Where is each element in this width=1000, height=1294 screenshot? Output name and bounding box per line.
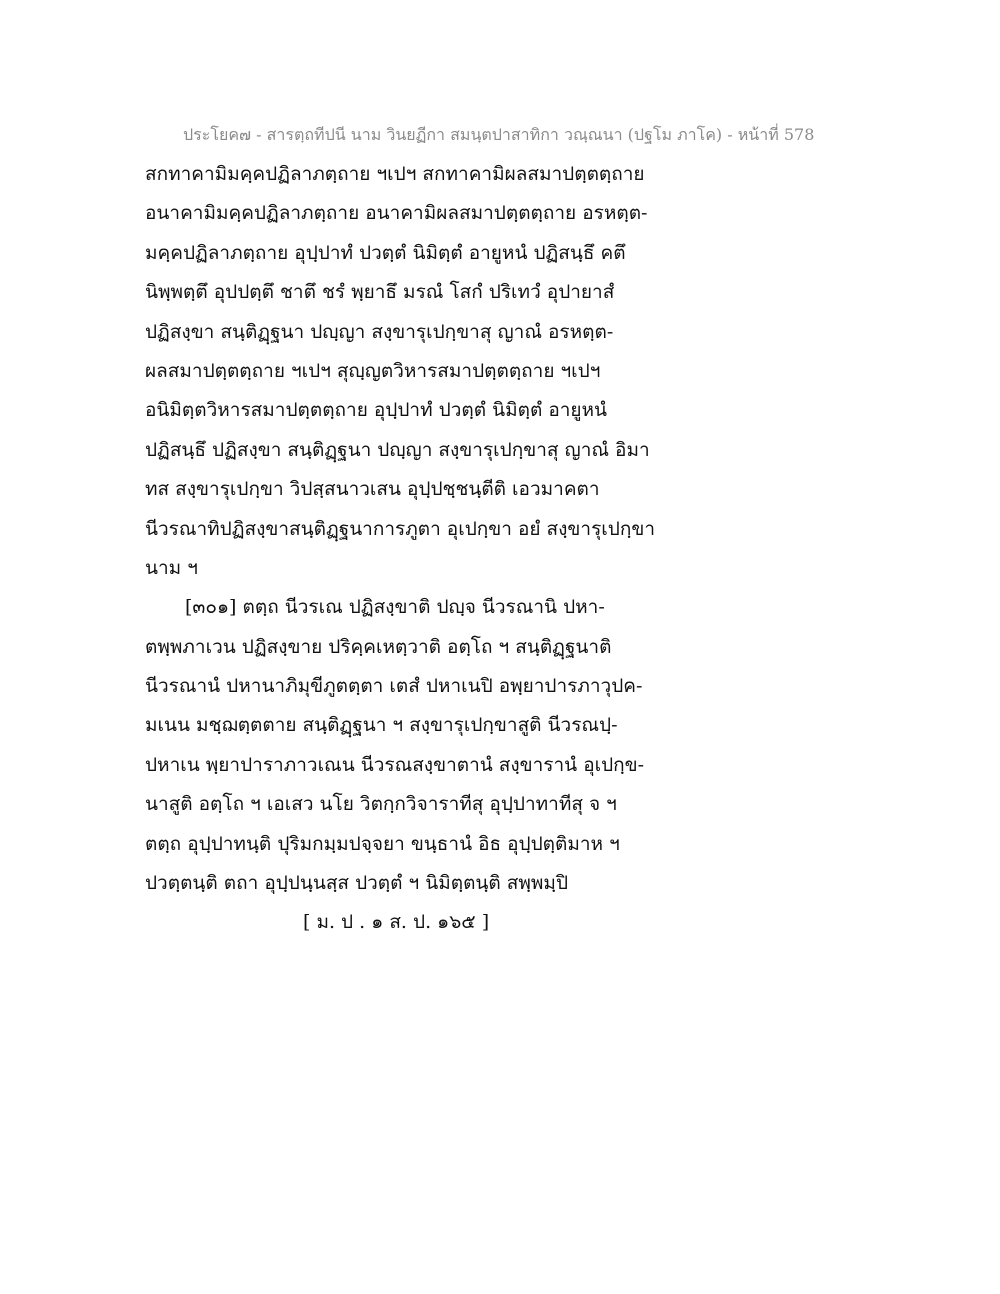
text-line: ปวตฺตนฺติ ตถา อุปฺปนฺนสฺส ปวตฺตํ ฯ นิมิตฺตนฺติ สพฺพมฺปิ xyxy=(145,872,569,895)
text-line: สกทาคามิมคฺคปฏิลาภตฺถาย ฯเปฯ สกทาคามิผลสมาปตฺตตฺถาย xyxy=(145,163,645,185)
text-line: ผลสมาปตฺตตฺถาย ฯเปฯ สุญฺญตวิหารสมาปตฺตตฺถาย ฯเปฯ xyxy=(145,359,601,382)
text-line: ทส สงฺขารุเปกฺขา วิปสฺสนาวเสน อุปฺปชฺชนฺตีติ เอวมาคตา xyxy=(145,478,600,501)
text-line: ปฏิสงฺขา สนฺติฏฺฐนา ปญฺญา สงฺขารุเปกฺขาสุ ญาณํ อรหตฺต- xyxy=(145,320,614,343)
text-line: ตตฺถ อุปฺปาทนฺติ ปุริมกมฺมปจฺจยา ขนฺธานํ อิธ อุปฺปตฺติมาห ฯ xyxy=(145,832,620,855)
text-line: นาม ฯ xyxy=(145,556,198,579)
text-line: นาสูติ อตฺโถ ฯ เอเสว นโย วิตกฺกวิจาราทีสุ อุปฺปาทาทีสุ จ ฯ xyxy=(145,793,617,816)
text-line: มเนน มชฺฌตฺตตาย สนฺติฏฺฐนา ฯ สงฺขารุเปกฺขาสูติ นีวรณปฺ- xyxy=(145,714,618,737)
text-line: นีวรณานํ ปหานาภิมุขีภูตตฺตา เตสํ ปหาเนปิ อพฺยาปารภาวุปค- xyxy=(145,675,643,698)
footnote-reference: [ ม. ป . ๑ ส. ป. ๑๖๕ ] xyxy=(303,911,490,934)
text-line: นีวรณาทิปฏิสงฺขาสนฺติฏฺฐนาการภูตา อุเปกฺขา อยํ สงฺขารุเปกฺขา xyxy=(145,517,656,540)
text-line: อนาคามิมคฺคปฏิลาภตฺถาย อนาคามิผลสมาปตฺตตฺถาย อรหตฺต- xyxy=(145,202,648,225)
text-line: ตพฺพภาเวน ปฏิสงฺขาย ปริคฺคเหตฺวาติ อตฺโถ ฯ สนฺติฏฺฐนาติ xyxy=(145,635,612,658)
paragraph-first-line: [๓๐๑] ตตฺถ นีวรเณ ปฏิสงฺขาติ ปญฺจ นีวรณานิ ปหา- xyxy=(185,596,605,619)
text-line: อนิมิตฺตวิหารสมาปตฺตตฺถาย อุปฺปาทํ ปวตฺตํ นิมิตฺตํ อายูหนํ xyxy=(145,399,608,422)
text-line: มคฺคปฏิลาภตฺถาย อุปฺปาทํ ปวตฺตํ นิมิตฺตํ อายูหนํ ปฏิสนฺธึ คตึ xyxy=(145,241,626,264)
text-line: ปหาเน พฺยาปาราภาวเณน นีวรณสงฺขาตานํ สงฺขารานํ อุเปกฺข- xyxy=(145,753,645,776)
text-line: นิพฺพตฺตึ อุปปตฺตึ ชาตึ ชรํ พฺยาธึ มรณํ โสกํ ปริเทวํ อุปายาสํ xyxy=(145,281,615,304)
running-header: ประโยค๗ - สารตฺถทีปนี นาม วินยฏีกา สมนฺตปาสาทิกา วณฺณนา (ปฐโม ภาโค) - หน้าที่ 578 xyxy=(183,125,815,144)
body-text xyxy=(145,160,685,948)
text-line: ปฏิสนฺธึ ปฏิสงฺขา สนฺติฏฺฐนา ปญฺญา สงฺขารุเปกฺขาสุ ญาณํ อิมา xyxy=(145,438,650,461)
